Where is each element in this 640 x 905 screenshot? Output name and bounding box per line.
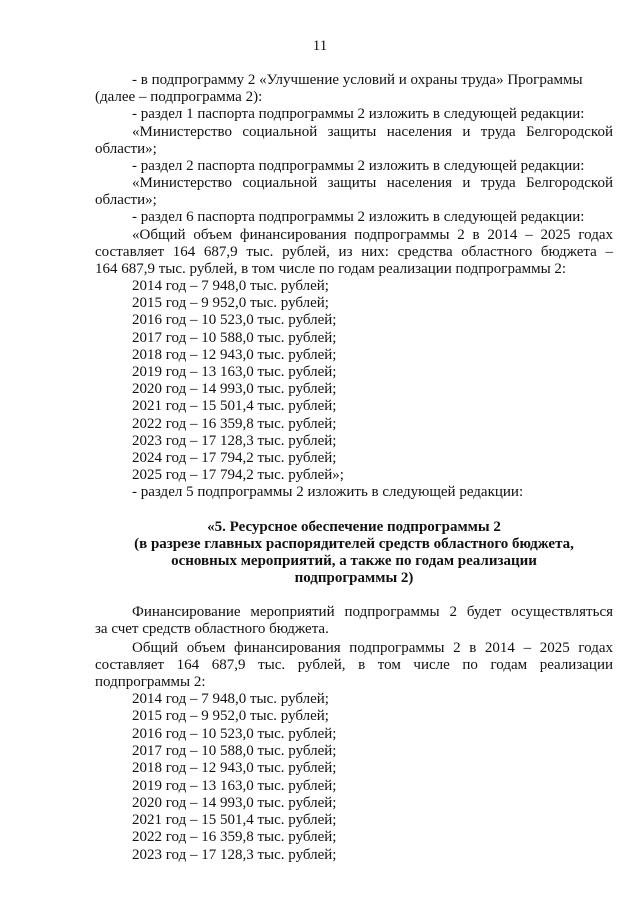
year-funding-line: 2020 год – 14 993,0 тыс. рублей;: [132, 794, 337, 811]
year-funding-line: 2022 год – 16 359,8 тыс. рублей;: [132, 829, 337, 846]
text-line: за счет средств областного бюджета.: [95, 621, 329, 637]
year-funding-line: 2015 год – 9 952,0 тыс. рублей;: [132, 708, 329, 725]
year-funding-line: 2023 год – 17 128,3 тыс. рублей;: [132, 432, 337, 449]
year-funding-line: 2019 год – 13 163,0 тыс. рублей;: [132, 364, 337, 380]
year-funding-line: 2018 год – 12 943,0 тыс. рублей;: [132, 346, 337, 363]
year-funding-line: 2014 год – 7 948,0 тыс. рублей;: [132, 691, 329, 707]
text-line: составляет 164 687,9 тыс. рублей, из них: средства областного бюджета –: [95, 244, 613, 260]
text-line: - в подпрограмму 2 «Улучшение условий и охраны труда» Программы: [132, 72, 583, 88]
text-line: - раздел 2 паспорта подпрограммы 2 изложить в следующей редакции:: [132, 158, 585, 174]
text-line: «Общий объем финансирования подпрограммы 2 в 2014 – 2025 годах: [132, 227, 613, 243]
text-line: - раздел 1 паспорта подпрограммы 2 изложить в следующей редакции:: [132, 106, 585, 122]
year-funding-line: 2021 год – 15 501,4 тыс. рублей;: [132, 812, 337, 829]
year-funding-line: 2017 год – 10 588,0 тыс. рублей;: [132, 742, 337, 759]
text-line: 164 687,9 тыс. рублей, в том числе по годам реализации подпрограммы 2:: [95, 261, 567, 277]
section-heading: (в разрезе главных распорядителей средств областного бюджета,: [134, 536, 574, 552]
text-line: подпрограммы 2:: [95, 674, 206, 690]
text-line: - раздел 6 паспорта подпрограммы 2 изложить в следующей редакции:: [132, 209, 585, 225]
section-heading: основных мероприятий, а также по годам реализации: [171, 553, 537, 569]
text-line: области»;: [95, 141, 157, 157]
year-funding-line: 2021 год – 15 501,4 тыс. рублей;: [132, 398, 337, 415]
year-funding-line: 2020 год – 14 993,0 тыс. рублей;: [132, 381, 337, 398]
year-funding-line: 2025 год – 17 794,2 тыс. рублей»;: [132, 467, 344, 484]
text-line: Финансирование мероприятий подпрограммы 2 будет осуществляться: [132, 604, 613, 620]
year-funding-line: 2016 год – 10 523,0 тыс. рублей;: [132, 312, 337, 329]
section-heading: «5. Ресурсное обеспечение подпрограммы 2: [207, 519, 501, 535]
text-line: (далее – подпрограмма 2):: [95, 89, 263, 105]
year-funding-line: 2016 год – 10 523,0 тыс. рублей;: [132, 725, 337, 742]
page-number: 11: [312, 38, 328, 54]
year-funding-line: 2022 год – 16 359,8 тыс. рублей;: [132, 415, 337, 432]
year-funding-line: 2014 год – 7 948,0 тыс. рублей;: [132, 278, 329, 294]
year-funding-line: 2015 год – 9 952,0 тыс. рублей;: [132, 295, 329, 312]
year-funding-line: 2019 год – 13 163,0 тыс. рублей;: [132, 777, 337, 794]
text-line: «Министерство социальной защиты населения и труда Белгородской: [132, 175, 613, 191]
section-heading: подпрограммы 2): [294, 570, 414, 586]
text-line: области»;: [95, 192, 157, 208]
text-line: «Министерство социальной защиты населения и труда Белгородской: [132, 124, 613, 140]
year-funding-line: 2017 год – 10 588,0 тыс. рублей;: [132, 329, 337, 346]
year-funding-line: 2024 год – 17 794,2 тыс. рублей;: [132, 450, 337, 466]
year-funding-line: 2023 год – 17 128,3 тыс. рублей;: [132, 846, 337, 863]
year-funding-line: 2018 год – 12 943,0 тыс. рублей;: [132, 760, 337, 777]
text-line: - раздел 5 подпрограммы 2 изложить в следующей редакции:: [132, 484, 524, 500]
text-line: составляет 164 687,9 тыс. рублей, в том числе по годам реализации: [95, 657, 613, 673]
text-line: Общий объем финансирования подпрограммы 2 в 2014 – 2025 годах: [132, 640, 613, 656]
